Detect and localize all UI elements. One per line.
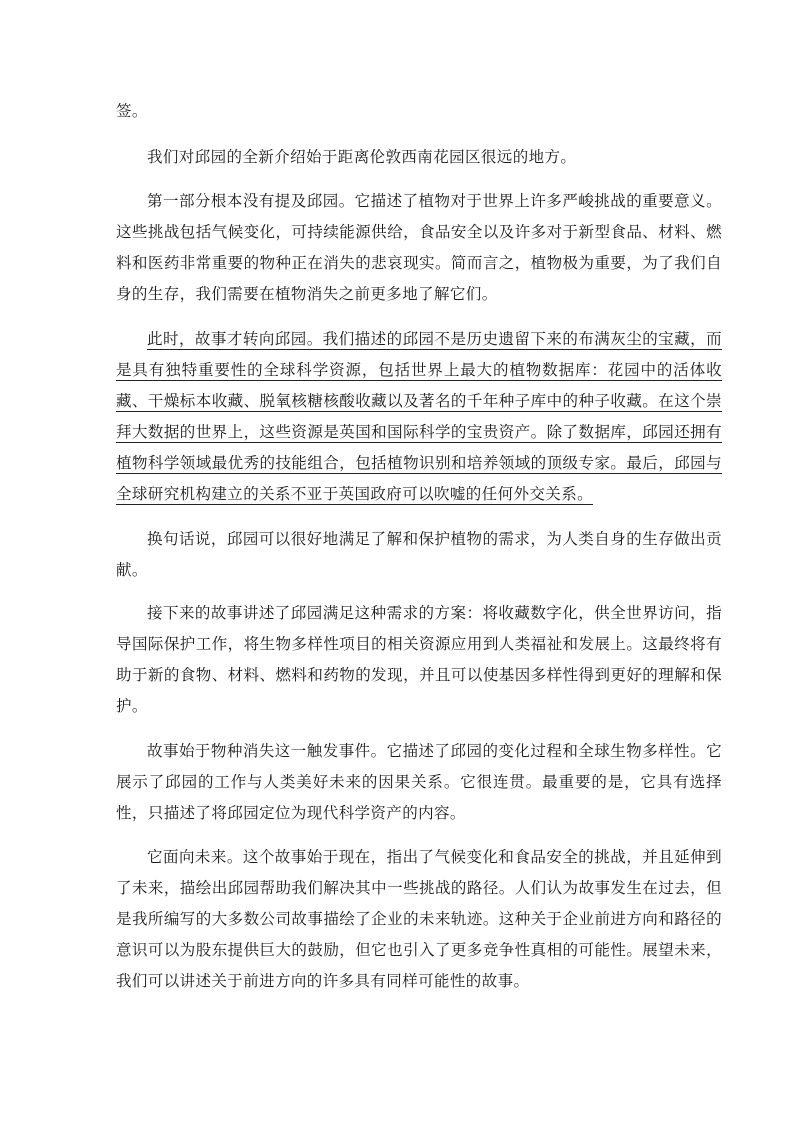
- paragraph-7-block: [116, 736, 722, 829]
- paragraph-1: 签。: [116, 102, 148, 120]
- paragraph-8: 它面向未来。这个故事始于现在，指出了气候变化和食品安全的挑战，并且延伸到了未来，描绘出邱园帮助我们解决其中一些挑战的路径。人们认为故事发生在过去，但是我所编写的大多数公司故事描绘了企业的未来轨迹。这种关于企业前进方向和路径的意识可以为股东提供巨大的鼓励，但它也引入了更多竞争性真相的可能性。展望未来，我们可以讲述关于前进方向的许多具有同样可能性的故事。: [116, 848, 722, 990]
- paragraph-8-block: [116, 842, 722, 997]
- paragraph-2: 我们对邱园的全新介绍始于距离伦敦西南花园区很远的地方。: [147, 148, 577, 166]
- paragraph-1-block: [116, 96, 722, 127]
- paragraph-4-underlined: 此时，故事才转向邱园。我们描述的邱园不是历史遗留下来的布满灰尘的宝藏，而是具有独特重要性的全球科学资源，包括世界上最大的植物数据库：花园中的活体收藏、干燥标本收藏、脱氧核糖核酸收藏以及著名的千年种子库中的种子收藏。在这个崇拜大数据的世界上，这些资源是英国和国际科学的宝贵资产。除了数据库，邱园还拥有植物科学领域最优秀的技能组合，包括植物识别和培养领域的顶级专家。最后，邱园与全球研究机构建立的关系不亚于英国政府可以吹嘘的任何外交关系。: [116, 330, 722, 503]
- paragraph-4-block: [116, 324, 722, 510]
- paragraph-3-block: [116, 186, 722, 310]
- paragraph-5: 换句话说，邱园可以很好地满足了解和保护植物的需求，为人类自身的生存做出贡献。: [116, 530, 722, 579]
- paragraph-6: 接下来的故事讲述了邱园满足这种需求的方案：将收藏数字化，供全世界访问，指导国际保护工作，将生物多样性项目的相关资源应用到人类福祉和发展上。这最终将有助于新的食物、材料、燃料和药物的发现，并且可以使基因多样性得到更好的理解和保护。: [116, 604, 722, 715]
- paragraph-7: 故事始于物种消失这一触发事件。它描述了邱园的变化过程和全球生物多样性。它展示了邱园的工作与人类美好未来的因果关系。它很连贯。最重要的是，它具有选择性，只描述了将邱园定位为现代科学资产的内容。: [116, 742, 722, 822]
- paragraph-3: 第一部分根本没有提及邱园。它描述了植物对于世界上许多严峻挑战的重要意义。这些挑战包括气候变化，可持续能源供给，食品安全以及许多对于新型食品、材料、燃料和医药非常重要的物种正在消失的悲哀现实。简而言之，植物极为重要，为了我们自身的生存，我们需要在植物消失之前更多地了解它们。: [116, 192, 722, 303]
- paragraph-2-block: [116, 142, 722, 173]
- paragraph-6-block: [116, 598, 722, 722]
- paragraph-5-block: [116, 524, 722, 586]
